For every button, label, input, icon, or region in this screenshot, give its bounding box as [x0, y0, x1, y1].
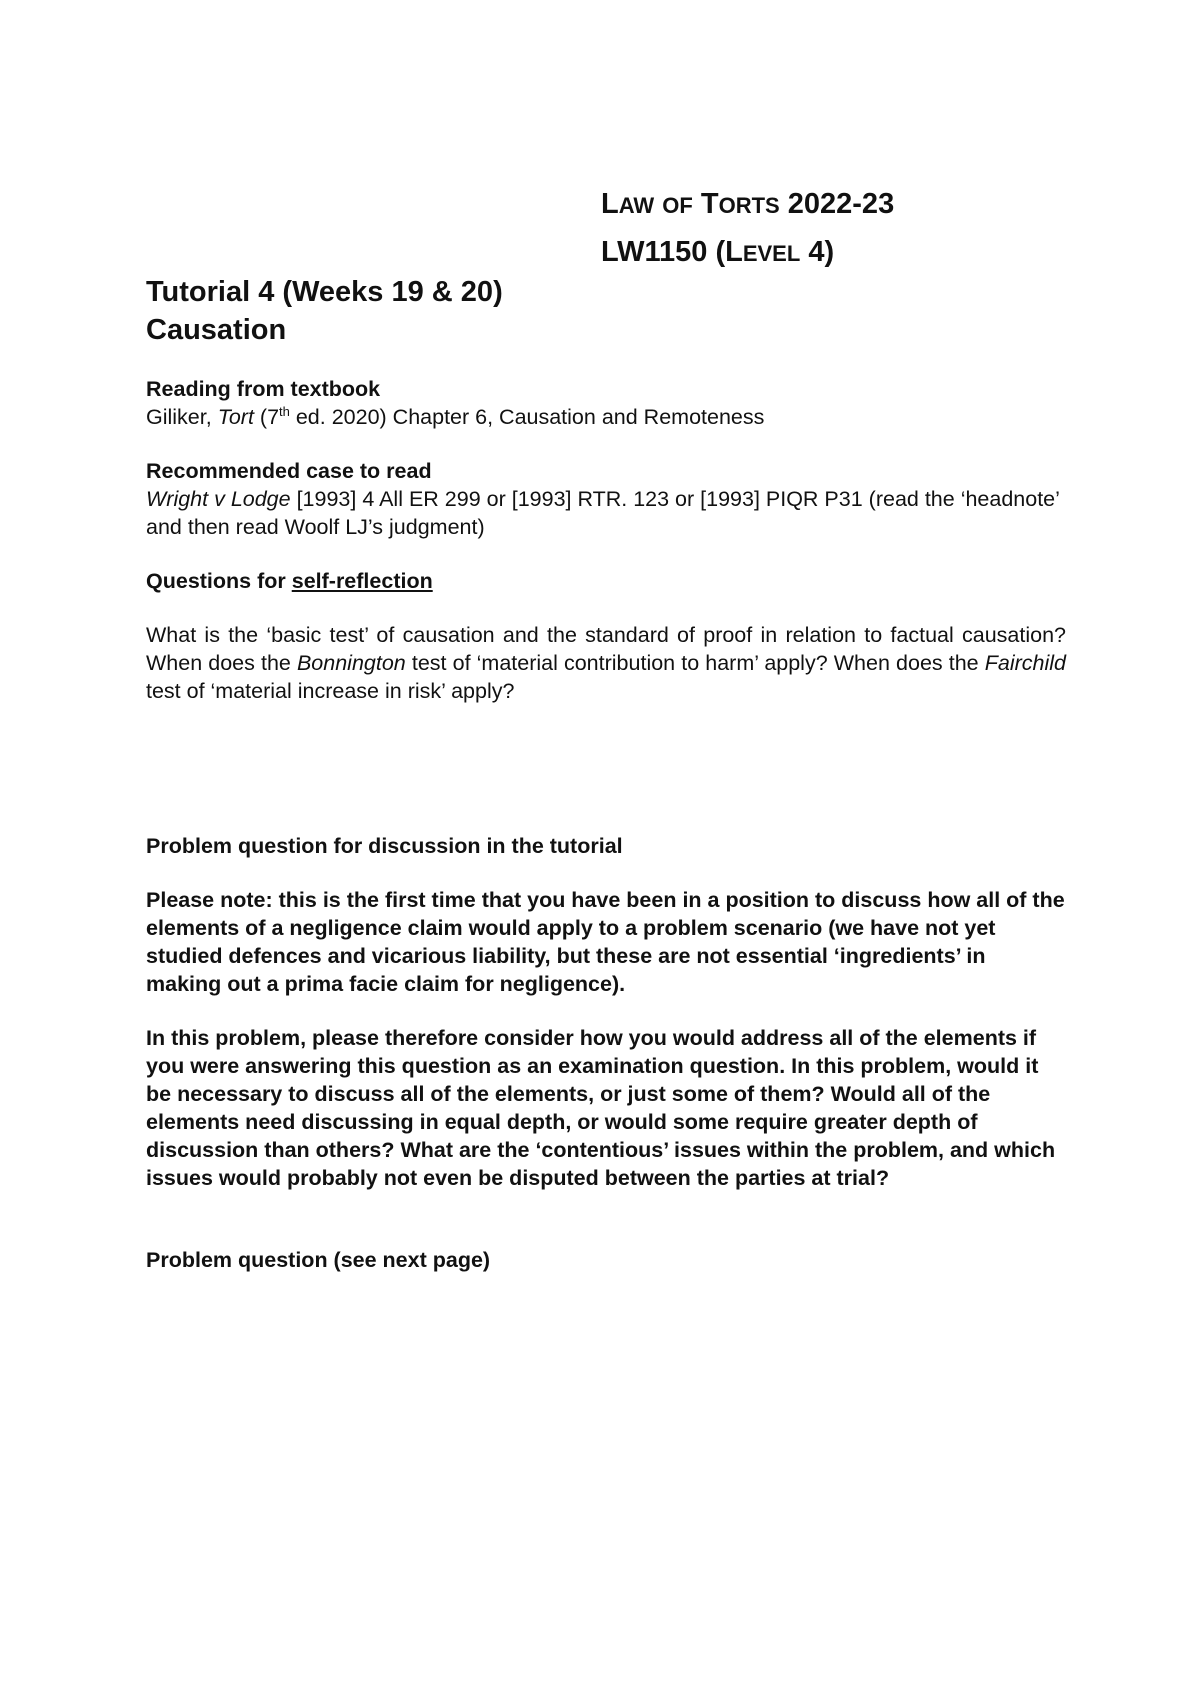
problem-note: Please note: this is the first time that you have been in a position to discuss how all of the elements of a negligence claim would apply to a problem scenario (we have not yet studied defences and vicarious liability, but these are not essential ‘ingredients’ in making out a prima facie claim for negligence).: [146, 888, 1065, 996]
problem-heading: Problem question for discussion in the tutorial: [146, 834, 623, 858]
reading-heading: Reading from textbook: [146, 377, 381, 401]
course-title: LAW OF TORTS 2022-23: [601, 188, 895, 220]
tutorial-title: Tutorial 4 (Weeks 19 & 20) Causation: [146, 276, 503, 346]
problem-section: [146, 832, 1066, 1274]
course-code: LW1150 (LEVEL 4): [601, 236, 835, 268]
course-header: [601, 181, 894, 277]
document-content: [146, 273, 1066, 1274]
reading-section: [146, 375, 1066, 431]
questions-section: [146, 567, 1066, 705]
reading-reference: Giliker, Tort (7th ed. 2020) Chapter 6, Causation and Remoteness: [146, 403, 765, 429]
problem-next-page: Problem question (see next page): [146, 1248, 491, 1272]
case-section: [146, 457, 1066, 541]
questions-text: What is the ‘basic test’ of causation and the standard of proof in relation to factual causation? When does the Bonnington test of ‘material contribution to harm’ apply? When does the Fairchild test of ‘material increase in risk’ apply?: [146, 623, 1066, 703]
case-heading: Recommended case to read: [146, 459, 432, 483]
case-reference: Wright v Lodge [1993] 4 All ER 299 or [1993] RTR. 123 or [1993] PIQR P31 (read the ‘headnote’ and then read Woolf LJ’s judgment): [146, 487, 1060, 539]
problem-instructions: In this problem, please therefore consider how you would address all of the elements if you were answering this question as an examination question. In this problem, would it be necessary to discuss all of the elements, or just some of them? Would all of the elements need discussing in equal depth, or would some require greater depth of discussion than others? What are the ‘contentious’ issues within the problem, and which issues would probably not even be disputed between the parties at trial?: [146, 1026, 1056, 1190]
questions-heading: Questions for self-reflection: [146, 569, 433, 593]
